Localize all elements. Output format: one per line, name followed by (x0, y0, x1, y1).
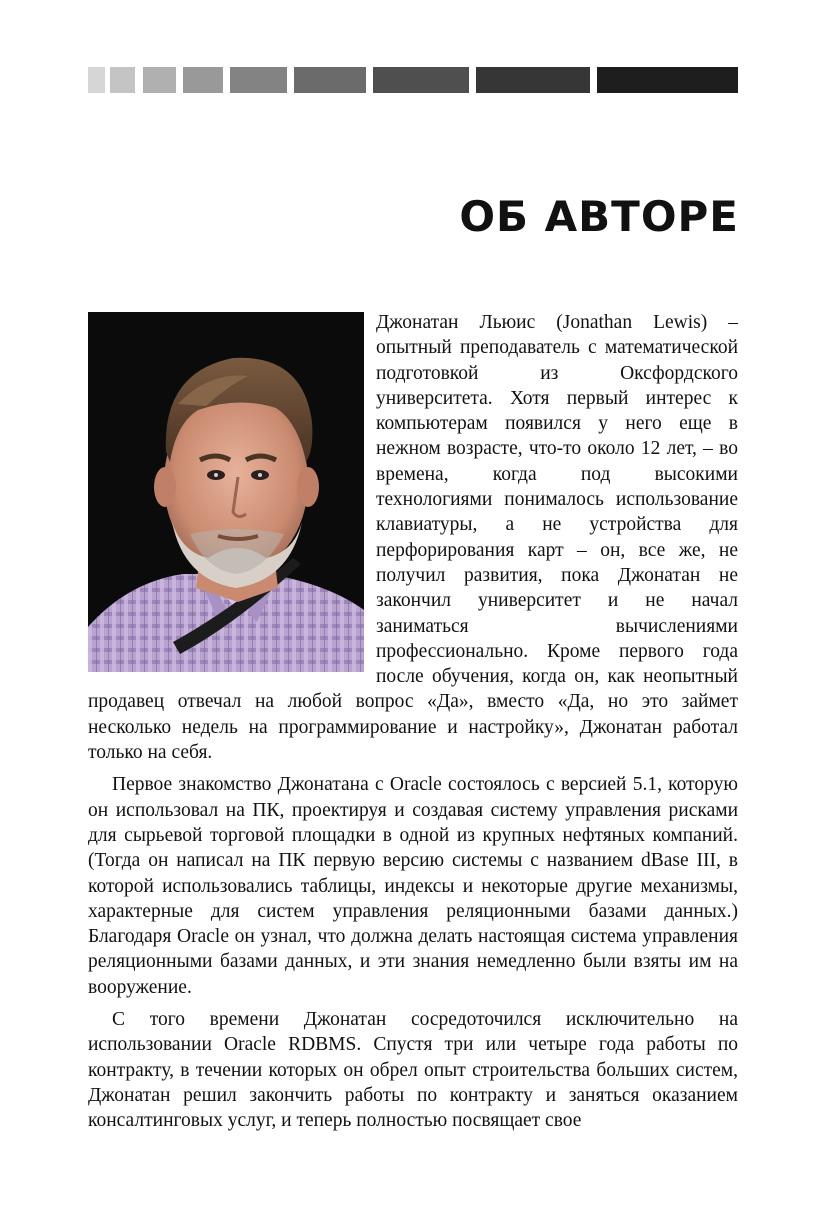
bio-paragraph-3: С того времени Джонатан сосредоточился исключительно на использовании Oracle RDBMS. Спустя три или четыре года работы по контракту, в течении которых он обрел опыт строительства больших систем, Джонатан решил закончить работы по контракту и заняться оказанием консалтинговых услуг, и теперь полностью посвящает свое (88, 1009, 738, 1132)
header-bar-5 (230, 67, 287, 93)
header-bar-9 (597, 67, 738, 93)
author-bio (88, 310, 738, 1134)
header-bar-7 (373, 67, 469, 93)
header-bar-8 (476, 67, 590, 93)
bio-paragraph-2: Первое знакомство Джонатана с Oracle состоялось с версией 5.1, которую он использовал на ПК, проектируя и создавая систему управления рисками для сырьевой торговой площадки в одной из крупных нефтяных компаний. (Тогда он написал на ПК первую версию системы с названием dBase III, в которой использовались таблицы, индексы и некоторые другие механизмы, характерные для систем управления реляционными базами данных.) Благодаря Oracle он узнал, что должна делать настоящая система управления реляционными базами данных, и эти знания немедленно были взяты им на вооружение. (88, 774, 738, 998)
photo-spacer (88, 310, 376, 670)
header-bar-2 (110, 67, 135, 93)
bio-paragraph-1: Джонатан Льюис (Jonathan Lewis) – опытный преподаватель с математической подготовкой из Оксфордского университета. Хотя первый интерес к компьютерам появился у него еще в нежном возрасте, что-то около 12 лет, – во времена, когда под высокими технологиями понималось использование клавиатуры, а не устройства для перфорирования карт – он, все же, не получил развития, пока Джонатан не закончил университет и не начал заниматься вычислениями профессионально. Кроме первого года после обучения, когда он, как неопытный продавец отвечал на любой вопрос «Да», вместо «Да, но это займет несколько недель на программирование и настройку», Джонатан работал только на себя. (88, 312, 738, 764)
chapter-title: ОБ АВТОРЕ (459, 192, 739, 241)
header-bar-4 (183, 67, 223, 93)
header-bar-3 (143, 67, 176, 93)
header-bar-1 (88, 67, 105, 93)
header-bar-6 (294, 67, 366, 93)
